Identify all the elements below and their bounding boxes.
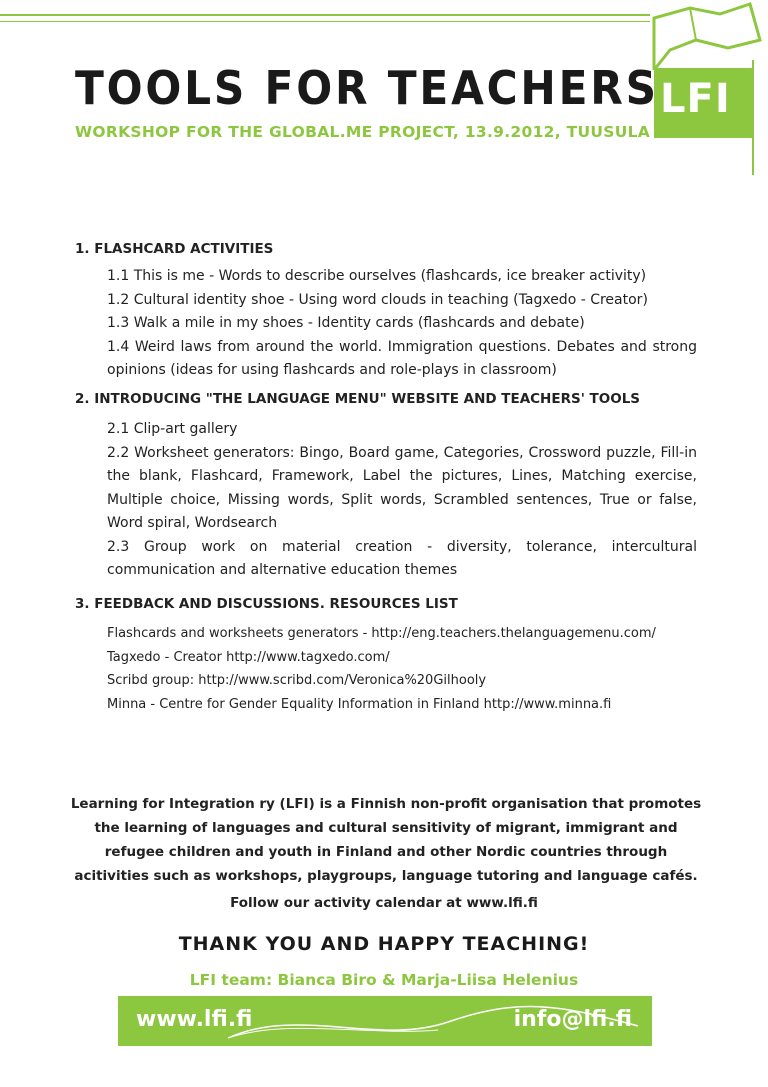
- section-heading-flashcards: 1. FLASHCARD ACTIVITIES: [75, 241, 274, 257]
- footer-banner: [118, 996, 652, 1046]
- list-item: 1.3 Walk a mile in my shoes - Identity cards (flashcards and debate): [107, 315, 585, 331]
- list-item: 1.4 Weird laws from around the world. Immigration questions. Debates and strong opinions (ideas for using flashcards and role-plays in classroom): [107, 338, 697, 378]
- section-heading-language-menu: 2. INTRODUCING "THE LANGUAGE MENU" WEBSITE AND TEACHERS' TOOLS: [75, 391, 641, 407]
- page-subtitle: WORKSHOP FOR THE GLOBAL.ME PROJECT, 13.9.2012, TUUSULA: [75, 123, 651, 141]
- top-border-line-thin: [0, 21, 650, 22]
- list-item: Minna - Centre for Gender Equality Information in Finland http://www.minna.fi: [107, 696, 612, 712]
- website-link[interactable]: www.lfi.fi: [136, 1007, 253, 1032]
- top-border-line: [0, 14, 650, 16]
- section-items-flashcards: [107, 265, 697, 383]
- team-credit: LFI team: Bianca Biro & Marja-Liisa Helenius: [189, 971, 579, 989]
- resources-list: [107, 622, 707, 716]
- list-item: 2.3 Group work on material creation - diversity, tolerance, intercultural communication and alternative education themes: [107, 538, 697, 578]
- list-item: Scribd group: http://www.scribd.com/Veronica%20Gilhooly: [107, 673, 487, 688]
- lfi-logo-text: LFI: [660, 76, 731, 122]
- follow-calendar-text: Follow our activity calendar at www.lfi.fi: [230, 895, 538, 911]
- section-items-language-menu: [107, 418, 697, 583]
- list-item: Flashcards and worksheets generators - http://eng.teachers.thelanguagemenu.com/: [107, 626, 656, 641]
- list-item: 1.2 Cultural identity shoe - Using word clouds in teaching (Tagxedo - Creator): [107, 291, 648, 308]
- email-link[interactable]: info@lfi.fi: [513, 1007, 632, 1032]
- page-title: TOOLS FOR TEACHERS: [75, 61, 659, 115]
- thank-you-text: THANK YOU AND HAPPY TEACHING!: [178, 933, 590, 955]
- about-paragraph: Learning for Integration ry (LFI) is a Finnish non-profit organisation that promotes the learning of languages and cultural sensitivity of migrant, immigrant and refugee children and youth in Finland and other Nordic countries through acitivities such as workshops, playgroups, language tutoring and language cafés.: [70, 796, 702, 884]
- list-item: 2.2 Worksheet generators: Bingo, Board game, Categories, Crossword puzzle, Fill-in the blank, Flashcard, Framework, Label the pictures, Lines, Matching exercise, Multiple choice, Missing words, Split words, Scrambled sentences, True or false, Word spiral, Wordsearch: [107, 444, 697, 531]
- list-item: 1.1 This is me - Words to describe ourselves (flashcards, ice breaker activity): [107, 268, 647, 284]
- list-item: Tagxedo - Creator http://www.tagxedo.com/: [107, 649, 390, 665]
- list-item: 2.1 Clip-art gallery: [107, 421, 238, 437]
- section-heading-resources: 3. FEEDBACK AND DISCUSSIONS. RESOURCES LIST: [75, 596, 458, 612]
- flag-icon: [650, 0, 768, 70]
